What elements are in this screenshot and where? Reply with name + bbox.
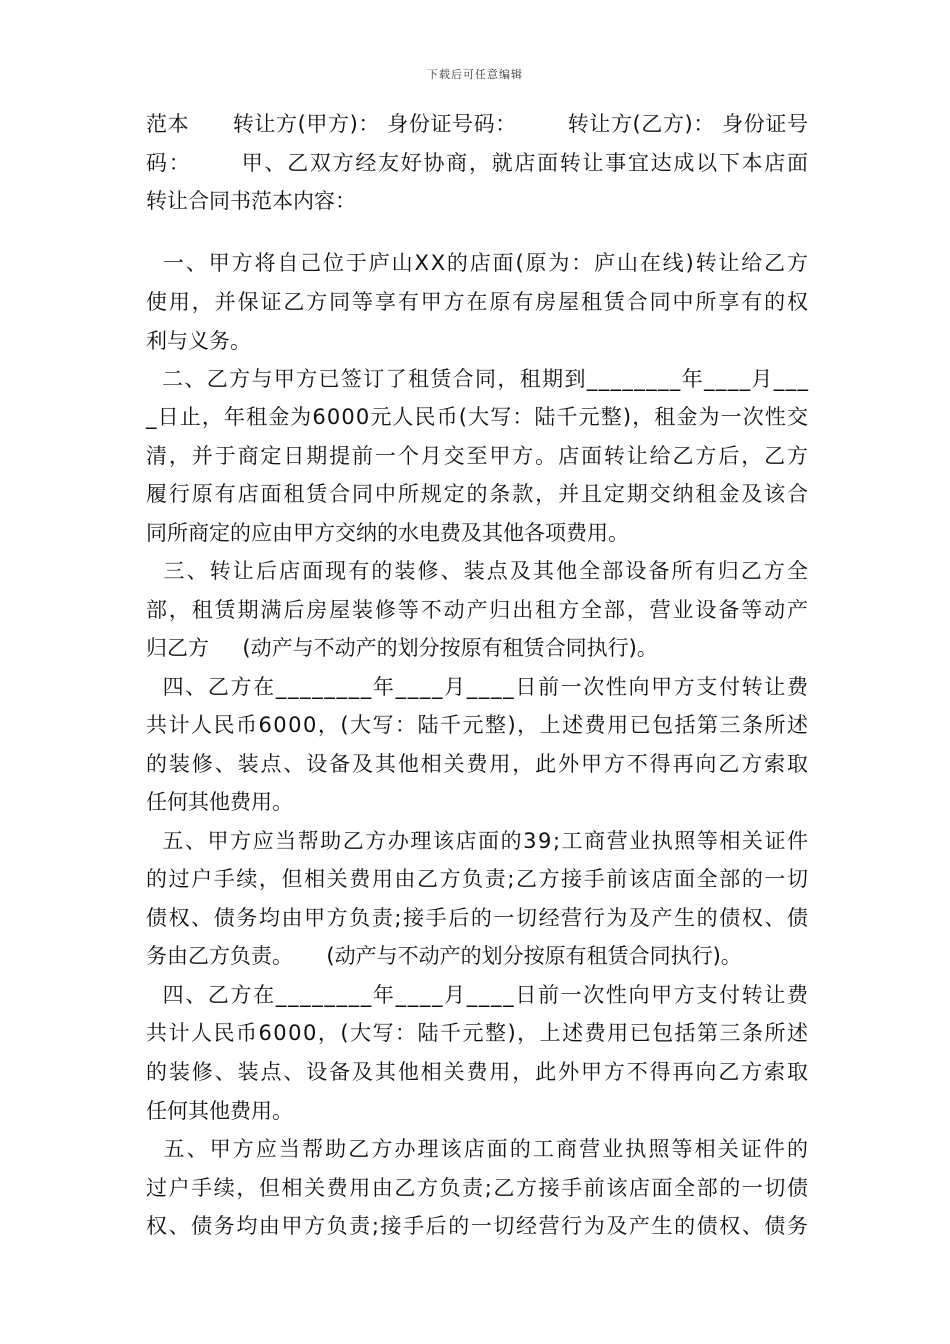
text-line: 务由乙方负责。 (动产与不动产的划分按原有租赁合同执行)。 [146,944,742,968]
text-line: _日止，年租金为6000元人民币(大写：陆千元整)，租金为一次性交 [146,405,810,429]
text-line: 共计人民币6000，(大写：陆千元整)，上述费用已包括第三条所述 [146,713,810,737]
text-line: 过户手续，但相关费用由乙方负责;乙方接手前该店面全部的一切债 [146,1176,810,1200]
text-line: 任何其他费用。 [146,1099,293,1123]
text-line: 共计人民币6000，(大写：陆千元整)，上述费用已包括第三条所述 [146,1021,810,1045]
text-line: 归乙方 (动产与不动产的划分按原有租赁合同执行)。 [146,636,658,660]
text-line: 部，租赁期满后房屋装修等不动产归出租方全部，营业设备等动产 [146,598,810,622]
text-line: 四、乙方在________年____月____日前一次性向甲方支付转让费 [146,675,810,699]
text-line: 清，并于商定日期提前一个月交至甲方。店面转让给乙方后，乙方 [146,444,810,468]
text-line: 的装修、装点、设备及其他相关费用，此外甲方不得再向乙方索取 [146,1060,810,1084]
text-line: 债权、债务均由甲方负责;接手后的一切经营行为及产生的债权、债 [146,906,810,930]
text-line: 三、转让后店面现有的装修、装点及其他全部设备所有归乙方全 [146,559,811,583]
text-line: 五、甲方应当帮助乙方办理该店面的工商营业执照等相关证件的 [146,1137,811,1161]
text-line: 使用，并保证乙方同等享有甲方在原有房屋租赁合同中所享有的权 [146,290,810,314]
text-line: 四、乙方在________年____月____日前一次性向甲方支付转让费 [146,983,810,1007]
text-line: 履行原有店面租赁合同中所规定的条款，并且定期交纳租金及该合 [146,482,810,506]
text-line: 权、债务均由甲方负责;接手后的一切经营行为及产生的债权、债务 [146,1214,810,1238]
text-line: 的装修、装点、设备及其他相关费用，此外甲方不得再向乙方索取 [146,752,810,776]
text-line: 转让合同书范本内容： [146,189,356,213]
text-line: 的过户手续，但相关费用由乙方负责;乙方接手前该店面全部的一切 [146,867,810,891]
text-line: 五、甲方应当帮助乙方办理该店面的39;工商营业执照等相关证件 [146,829,810,853]
text-line: 任何其他费用。 [146,790,293,814]
page-header: 下载后可任意编辑 [427,68,523,81]
text-line: 范本 转让方(甲方)： 身份证号码： 转让方(乙方)： 身份证号 [146,112,809,136]
text-line: 二、乙方与甲方已签订了租赁合同，租期到________年____月___ [146,367,810,391]
text-line: 利与义务。 [146,329,251,353]
text-line: 同所商定的应由甲方交纳的水电费及其他各项费用。 [146,521,629,545]
text-line: 一、甲方将自己位于庐山XX的店面(原为：庐山在线)转让给乙方 [146,251,810,275]
text-line: 码： 甲、乙双方经友好协商，就店面转让事宜达成以下本店面 [146,151,810,175]
